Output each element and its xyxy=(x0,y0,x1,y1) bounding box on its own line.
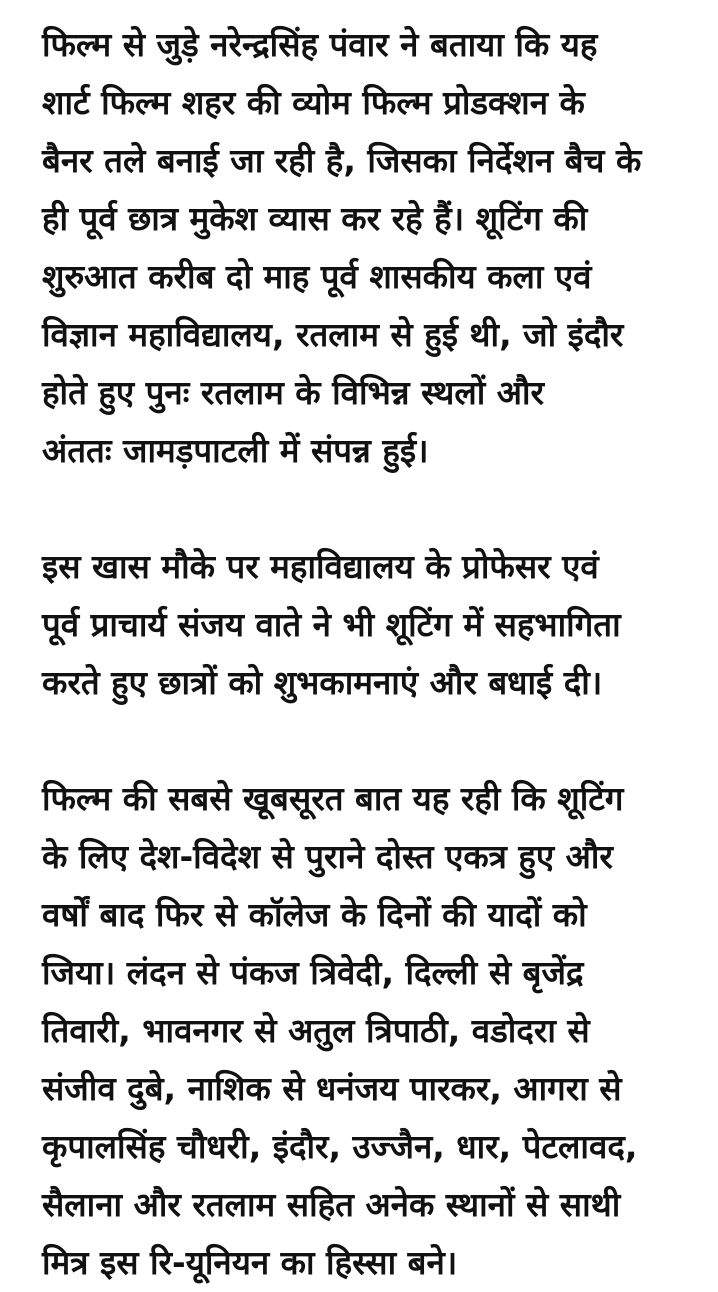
text-line: तिवारी, भावनगर से अतुल त्रिपाठी, वडोदरा से xyxy=(42,1011,590,1050)
paragraph-2 xyxy=(42,538,688,712)
text-line: बैनर तले बनाई जा रही है, जिसका निर्देशन बैच के xyxy=(42,141,642,180)
text-line: संजीव दुबे, नाशिक से धनंजय पारकर, आगरा से xyxy=(42,1069,622,1108)
text-line: के लिए देश-विदेश से पुराने दोस्त एकत्र हुए और xyxy=(42,837,613,876)
text-line: शार्ट फिल्म शहर की व्योम फिल्म प्रोडक्शन के xyxy=(42,83,585,122)
text-line: जिया। लंदन से पंकज त्रिवेदी, दिल्ली से बृजेंद्र xyxy=(42,953,584,992)
text-line: करते हुए छात्रों को शुभकामनाएं और बधाई दी। xyxy=(42,663,603,702)
text-line: सैलाना और रतलाम सहित अनेक स्थानों से साथी xyxy=(42,1185,621,1224)
text-line: शुरुआत करीब दो माह पूर्व शासकीय कला एवं xyxy=(42,257,592,296)
text-line: मित्र इस रि-यूनियन का हिस्सा बने। xyxy=(42,1243,458,1282)
text-line: होते हुए पुनः रतलाम के विभिन्न स्थलों और xyxy=(42,373,544,412)
text-line: कृपालसिंह चौधरी, इंदौर, उज्जैन, धार, पेटलावद, xyxy=(42,1127,638,1166)
text-line: फिल्म से जुड़े नरेन्द्रसिंह पंवार ने बताया कि यह xyxy=(42,25,598,64)
text-line: ही पूर्व छात्र मुकेश व्यास कर रहे हैं। शूटिंग की xyxy=(42,199,588,238)
text-line: विज्ञान महाविद्यालय, रतलाम से हुई थी, जो इंदौर xyxy=(42,315,624,354)
text-line: पूर्व प्राचार्य संजय वाते ने भी शूटिंग में सहभागिता xyxy=(42,605,621,644)
text-line: इस खास मौके पर महाविद्यालय के प्रोफेसर एवं xyxy=(42,547,599,586)
paragraph-1 xyxy=(42,16,688,480)
text-line: अंततः जामड़पाटली में संपन्न हुई। xyxy=(42,431,429,470)
text-line: वर्षों बाद फिर से कॉलेज के दिनों की यादों को xyxy=(42,895,587,934)
paragraph-3 xyxy=(42,770,688,1292)
text-line: फिल्म की सबसे खूबसूरत बात यह रही कि शूटिंग xyxy=(42,779,624,818)
